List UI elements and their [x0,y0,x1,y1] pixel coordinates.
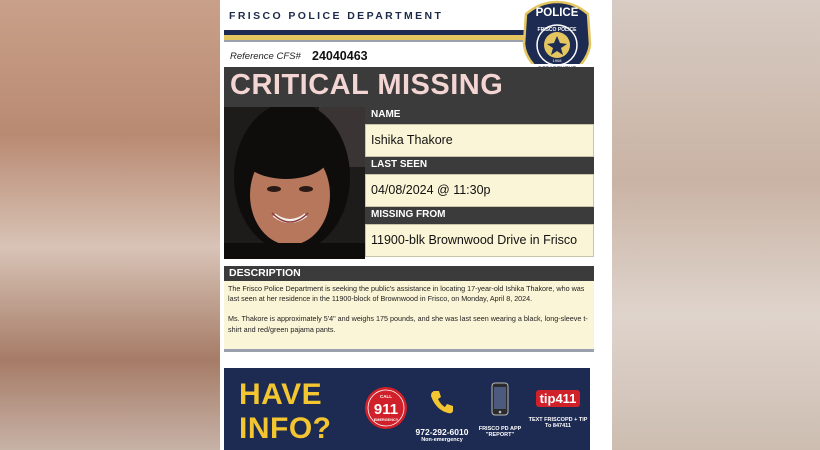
badge-top-text: POLICE [535,7,579,19]
name-label: NAME [371,109,401,120]
missing-from-field [365,224,594,257]
tip411-line-2: To 847411 [545,423,571,429]
last-seen-label-bar [365,157,594,174]
phone-item [412,388,472,443]
call-911-number: 911 [373,401,399,418]
tip411-item [528,390,588,429]
tip411-logo: tip411 [536,390,581,407]
have-info-heading [239,378,332,446]
app-item [474,382,526,438]
tip411-line-1: TEXT FRISCOPD + TIP [528,417,588,423]
missing-person-photo [224,107,365,259]
phone-icon [428,388,456,416]
name-field [365,124,594,157]
portrait-illustration [224,107,365,259]
last-seen-label: LAST SEEN [371,159,428,170]
phone-note: Non-emergency [421,437,463,443]
description-paragraph-1: The Frisco Police Department is seeking the public's assistance in locating 17-year-old Ishika Thakore, who was last seen at her residence in the 11900-block of Brownwood in Frisco, on Monday, April 8, 2024. [228,284,585,304]
reference-label: Reference CFS# [230,51,301,62]
have-info-line-1: HAVE [239,378,323,411]
description-label-bar [224,266,594,281]
last-seen-field [365,174,594,207]
last-seen-value: 04/08/2024 @ 11:30p [371,183,491,197]
description-paragraph-2: Ms. Thakore is approximately 5'4" and weighs 175 pounds, and she was last seen wearing a black, long-sleeve t-shirt and red/green pajama pants. [228,314,588,334]
section-divider [224,349,594,352]
have-info-line-2: INFO? [239,412,332,445]
blurred-background-right [612,0,820,450]
app-line-2: "REPORT" [485,432,515,438]
badge-year-text: 1908 [552,58,562,63]
missing-from-value: 11900-blk Brownwood Drive in Frisco [371,233,578,247]
app-line-1: FRISCO PD APP [478,426,522,432]
description-label: DESCRIPTION [229,267,301,279]
call-911-icon [364,386,408,430]
header-stripe-grey [224,40,536,42]
headline-bar [224,67,594,107]
missing-from-label: MISSING FROM [371,209,446,220]
blurred-background-left [0,0,220,450]
missing-from-label-bar [365,207,594,224]
reference-number: 24040463 [312,49,368,63]
description-body [224,281,594,349]
name-label-bar [365,107,594,124]
phone-number: 972-292-6010 [415,427,469,437]
call-911-top: CALL [380,394,392,399]
department-title: FRISCO POLICE DEPARTMENT [229,10,444,22]
call-911-item [364,386,408,435]
smartphone-icon [491,382,509,416]
headline: CRITICAL MISSING [230,69,504,101]
name-value: Ishika Thakore [371,133,453,147]
missing-person-flyer [220,0,612,450]
badge-ring-text: FRISCO POLICE [537,27,577,33]
contact-footer [224,368,590,450]
call-911-bottom: EMERGENCY [373,418,399,422]
